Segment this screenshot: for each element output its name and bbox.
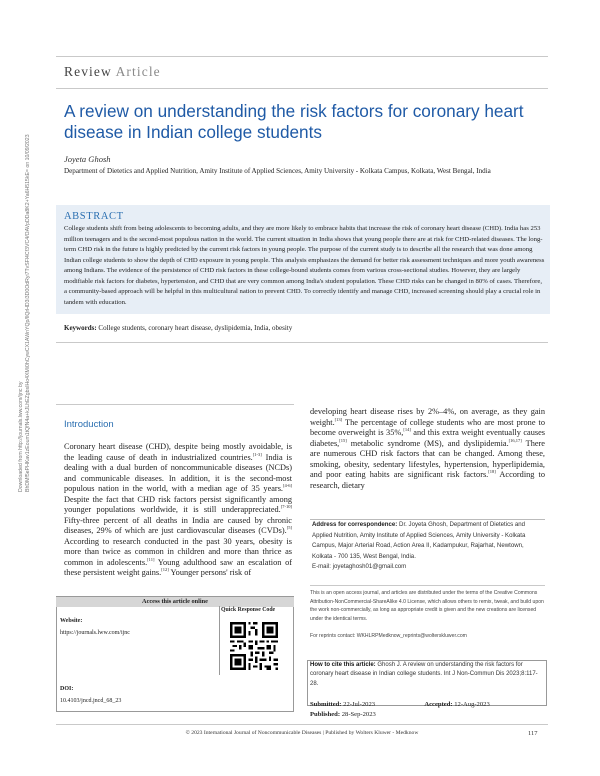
keywords-rule (56, 342, 548, 343)
submitted-date: 22-Jul-2023 (343, 701, 376, 708)
article-title: A review on understanding the risk factors for coronary heart disease in Indian college students (64, 101, 524, 142)
author-name: Joyeta Ghosh (64, 154, 111, 164)
citation (310, 661, 542, 689)
section-tag-word2: Article (115, 64, 161, 79)
citation-label: How to cite this article: (310, 662, 376, 668)
citation-ref: [7-10] (280, 504, 292, 510)
article-dates: Submitted: 22-Jul-2023 Accepted: 12-Aug-2023 Published: 28-Sep-2023 (310, 701, 490, 718)
correspondence-label: Address for correspondence: (312, 521, 398, 528)
author-affiliation: Department of Dietetics and Applied Nutrition, Amity Institute of Applied Sciences, Amity University - Kolkata Campus, Kolkata, West Bengal, India (64, 167, 491, 175)
citation-ref: [18] (488, 469, 496, 475)
citation-ref: [13] (334, 416, 343, 422)
abstract-heading: ABSTRACT (64, 211, 124, 222)
citation-text: Ghosh J. A review on understanding the risk factors for coronary heart disease in Indian college students. Int J Non-Commun Dis 2023;8:117-28. (310, 662, 538, 687)
citation-ref: [12] (161, 567, 169, 573)
section-tag (64, 64, 161, 80)
license-text: This is an open access journal, and articles are distributed under the terms of the Creative Commons Attribution-NonCommercial-ShareAlike 4.0 License, which allows others to remix, tweak, and build upon the work non-commercially, as long as appropriate credit is given and the new creations are licensed under the identical terms. (310, 590, 544, 622)
published-date: 28-Sep-2023 (341, 711, 376, 718)
intro-heading: Introduction (64, 419, 114, 430)
license-rule (310, 585, 545, 586)
section-tag-rule (56, 88, 548, 89)
correspondence-address: Dr. Joyeta Ghosh, Department of Dietetics and Applied Nutrition, Amity Institute of Applied Sciences, Amity University - Kolkata Campus, Major Arterial Road, Action Area II, Kadampukur, Rajarhat, Newtown, Kolkata - 700 135, West Bengal, India. (312, 521, 526, 560)
keywords-label: Keywords: (64, 324, 97, 332)
correspondence-email[interactable]: E-mail: joyetaghosh01@gmail.com (312, 563, 407, 571)
accepted-date: 12-Aug-2023 (454, 701, 490, 708)
header-rule (56, 56, 548, 57)
section-tag-word1: Review (64, 64, 112, 79)
intro-paragraph-left: Coronary heart disease (CHD), despite being mostly avoidable, is the leading cause of death in industrialized countries.[1-3] India is dealing with a dual burden of noncommunicable diseases (NCDs) and communicable diseases. In addition, it is the second-most populous nation in the world, with a median age of 35 years.[4-6] Despite the fact that CHD risk factors persist significantly among younger populations worldwide, it is still underappreciated.[7-10] Fifty-three percent of all deaths in India are caused by chronic diseases, 29% of which are just cardiovascular diseases (CVDs).[5] According to research conducted in the past 30 years, obesity is more than twice as common in children and more than thrice as common in adolescents.[11] Young adulthood saw an escalation of these persistent weight gains.[12] Younger persons' risk of (64, 442, 293, 577)
citation-ref: [5] (286, 525, 292, 531)
keywords (64, 324, 546, 332)
download-watermark: Downloaded from http://journals.lww.com/ijnc by BhDMf5ePHKav1zEoum1tQfN4a+kJLhEZgbsIHo4XMi0hCywCX1AWnYQp/IlQrHD3i3D0OdRyi7TvSFl4Cf3VC4/OAVpDDa8K2+Ya6H515kE= on 10/09/2023 (18, 134, 31, 492)
correspondence (312, 520, 545, 573)
access-online-title: Access this article online (56, 597, 294, 607)
page-footer: © 2023 International Journal of Noncommunicable Diseases | Published by Wolters Kluwer - Medknow (185, 730, 419, 736)
keywords-value: College students, coronary heart disease, dyslipidemia, India, obesity (98, 324, 293, 332)
website-link[interactable]: https://journals.lww.com/ijnc (60, 630, 130, 636)
abstract-text: College students shift from being adolescents to becoming adults, and they are more likely to embrace habits that increase the risk of coronary heart disease (CHD). India has 253 million teenagers and is the second-most populous nation in the world. The current situation in India shows that young people there are at risk for CHD-related diseases. The long-term CHD risk in the future is highly predicted by the current risk factors in young people. The purpose of the current study is to describe all the research that was done among Indian college students to show the depth of CHD exposure in young people. This analysis emphasizes the demand for better risk assessment techniques and more youth awareness among Indians. The evidence of the persistence of CHD risk factors in these college-bound students comes from various cross-sectional studies. However, they are largely modifiable risk factors for diabetes, hypertension, and CHD that are very common among India's student population. These CHD risks can be changed in 80% of cases. Therefore, a community-based approach will be helpful in this multicultural nation to prevent CHD. To correctly identify and manage CHD, increased screening should play a crucial role in tandem with education. (64, 225, 545, 306)
citation-ref: [15] (339, 437, 347, 443)
intro-top-rule (56, 404, 294, 405)
doi-label: DOI: (60, 686, 74, 692)
footer-rule (56, 724, 548, 725)
page-number: 117 (528, 730, 538, 737)
citation-ref: [16,17] (508, 437, 522, 443)
citation-ref: [1-3] (252, 451, 262, 457)
qr-label: Quick Response Code (221, 607, 276, 613)
intro-paragraph-right: developing heart disease rises by 2%–4%, on average, as they gain weight.[13] The percentage of college students who are most prone to become overweight is 35%,[14] and this extra weight eventually causes diabetes,[15] metabolic syndrome (MS), and dyslipidemia.[16,17] There are numerous CHD risk factors that can be changed. Among these, smoking, obesity, sedentary lifestyles, hypertension, hyperlipidemia, and poor eating habits are significant risk factors.[18] According to research, dietary (310, 407, 545, 490)
citation-ref: [4-6] (283, 483, 292, 489)
citation-ref: [11] (147, 556, 155, 562)
citation-ref: [14] (403, 427, 411, 433)
qr-code-icon[interactable] (230, 622, 278, 670)
reprints-contact: For reprints contact: WKHLRPMedknow_reprints@wolterskluwer.com (310, 633, 467, 639)
website-label: Website: (60, 618, 83, 624)
doi-link[interactable]: 10.4103/jncd.jncd_68_23 (60, 698, 122, 704)
